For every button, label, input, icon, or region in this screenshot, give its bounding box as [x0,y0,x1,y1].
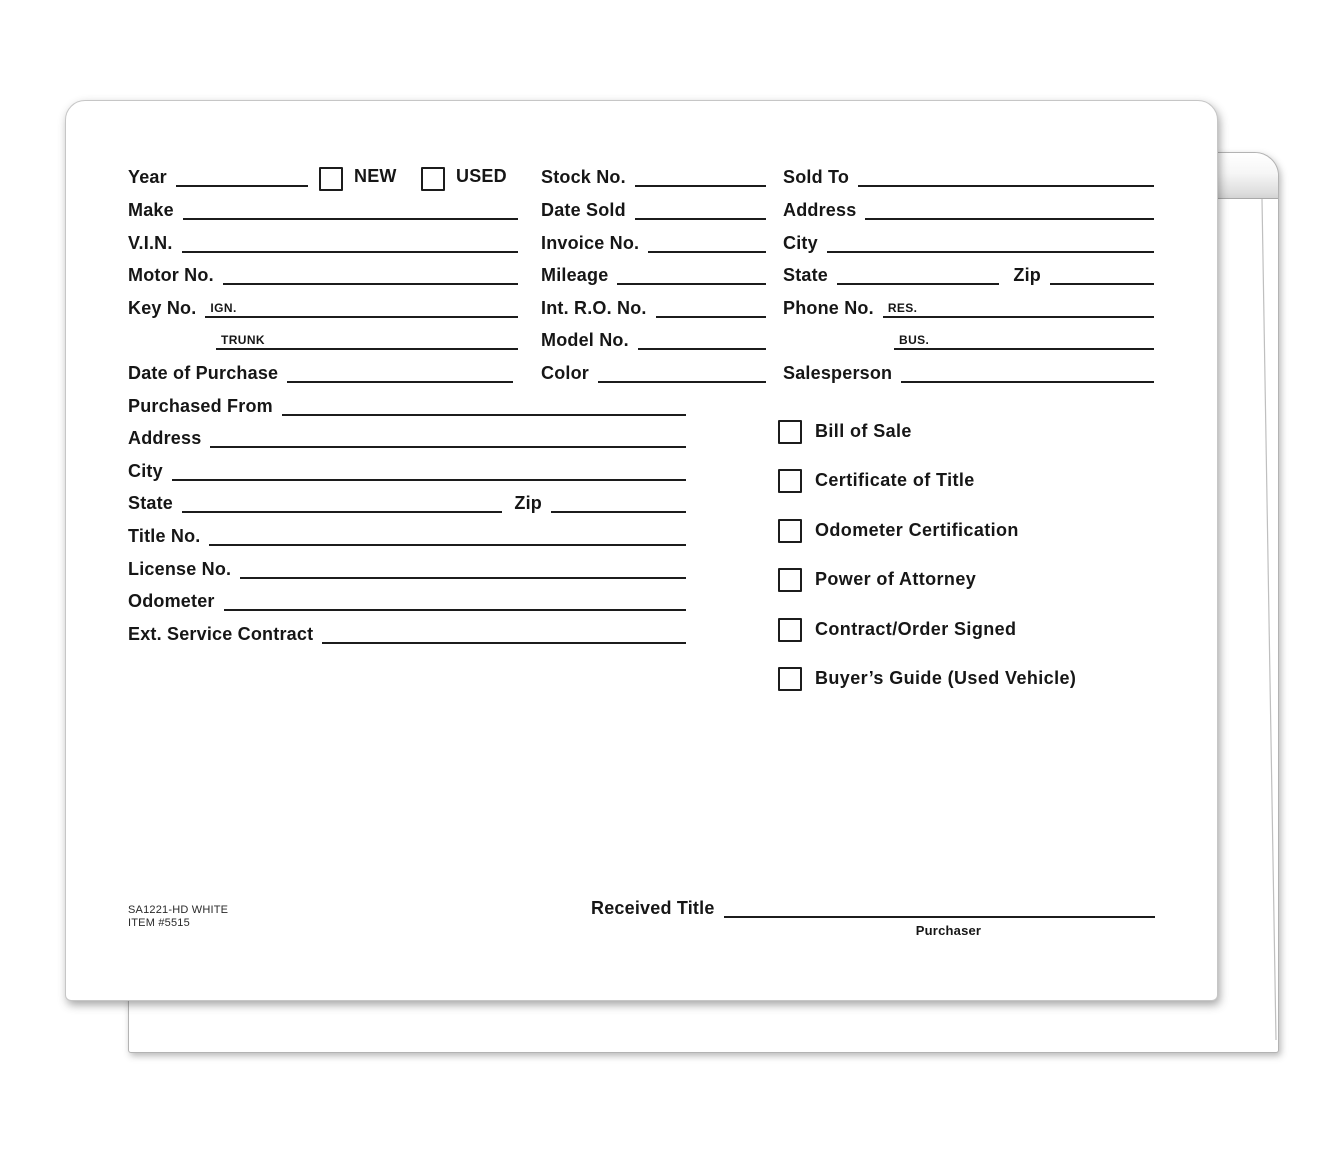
checklist-item-buyers-guide [778,666,1076,691]
checklist-item-certificate-of-title [778,468,975,493]
field-year [128,163,308,187]
address-right-label: Address [783,200,857,220]
model-no-line [638,324,766,350]
purchased-from-line [282,390,686,416]
date-sold-label: Date Sold [541,200,626,220]
city-left-label: City [128,461,163,481]
field-int-ro-no [541,294,766,318]
field-license-no [128,555,686,579]
address-right-line [865,194,1154,220]
checklist-item-contract-order-signed [778,617,1016,642]
field-city-right [783,229,1154,253]
field-mileage [541,261,766,285]
phone-bus-line [894,324,1154,350]
vin-label: V.I.N. [128,233,173,253]
zip-right-line [1050,259,1154,285]
date-of-purchase-label: Date of Purchase [128,363,279,383]
field-state-zip-right [783,261,1154,285]
invoice-no-line [648,227,766,253]
product-code-line1: SA1221-HD WHITE [128,904,229,916]
field-stock-no [541,163,766,187]
field-salesperson [783,359,1154,383]
make-line [183,194,518,220]
color-label: Color [541,363,589,383]
power-of-attorney-checkbox [778,568,802,592]
new-label: NEW [354,166,397,186]
odometer-label: Odometer [128,591,215,611]
field-ext-service-contract [128,620,686,644]
field-state-zip-left [128,489,686,513]
checklist-item-power-of-attorney [778,567,976,592]
ext-service-contract-line [322,618,686,644]
bill-of-sale-checkbox [778,420,802,444]
field-received-title [591,894,1155,918]
odometer-certification-checkbox [778,519,802,543]
purchaser-label: Purchaser [915,923,982,938]
title-no-line [209,520,686,546]
address-left-line [210,422,686,448]
ign-label: IGN. [210,301,237,315]
field-key-no-ign [128,294,518,318]
salesperson-line [901,357,1154,383]
bill-of-sale-label: Bill of Sale [815,421,912,441]
checklist-item-odometer-certification [778,518,1019,543]
buyers-guide-label: Buyer’s Guide (Used Vehicle) [815,668,1077,688]
field-phone-bus [894,326,1154,350]
phone-res-line [883,292,1154,318]
field-purchased-from [128,392,686,416]
key-no-label: Key No. [128,298,197,318]
state-left-line [182,487,502,513]
color-line [598,357,766,383]
field-invoice-no [541,229,766,253]
motor-no-line [223,259,518,285]
field-date-sold [541,196,766,220]
zip-left-label: Zip [514,493,542,513]
contract-order-signed-label: Contract/Order Signed [815,619,1017,639]
field-make [128,196,518,220]
int-ro-no-line [656,292,766,318]
product-code-line2: ITEM #5515 [128,917,190,929]
field-sold-to [783,163,1154,187]
mileage-label: Mileage [541,265,609,285]
year-label: Year [128,167,167,187]
vin-line [182,227,518,253]
stock-no-label: Stock No. [541,167,626,187]
field-city-left [128,457,686,481]
state-right-label: State [783,265,829,285]
salesperson-label: Salesperson [783,363,893,383]
checklist-item-bill-of-sale [778,419,912,444]
key-no-ign-line [205,292,518,318]
field-vin [128,229,518,253]
field-key-no-trunk [216,326,518,350]
license-no-label: License No. [128,559,232,579]
certificate-of-title-label: Certificate of Title [815,470,975,490]
power-of-attorney-label: Power of Attorney [815,569,977,589]
used-checkbox [421,167,445,191]
state-left-label: State [128,493,174,513]
city-left-line [172,455,686,481]
model-no-label: Model No. [541,330,629,350]
received-title-line [724,892,1155,918]
field-address-left [128,424,686,448]
make-label: Make [128,200,174,220]
stock-no-line [635,161,766,187]
field-color [541,359,766,383]
sold-to-label: Sold To [783,167,850,187]
ext-service-contract-label: Ext. Service Contract [128,624,314,644]
product-code [128,904,228,930]
buyers-guide-checkbox [778,667,802,691]
int-ro-no-label: Int. R.O. No. [541,298,647,318]
trunk-label: TRUNK [221,333,265,347]
contract-order-signed-checkbox [778,618,802,642]
purchased-from-label: Purchased From [128,396,273,416]
deal-envelope-form [65,100,1218,1001]
field-title-no [128,522,686,546]
date-sold-line [635,194,766,220]
invoice-no-label: Invoice No. [541,233,640,253]
field-phone-res [783,294,1154,318]
used-label: USED [456,166,507,186]
key-no-trunk-line [216,324,518,350]
city-right-line [827,227,1154,253]
certificate-of-title-checkbox [778,469,802,493]
sold-to-line [858,161,1154,187]
date-of-purchase-line [287,357,513,383]
res-label: RES. [887,301,918,315]
field-date-of-purchase [128,359,513,383]
license-no-line [240,553,686,579]
zip-left-line [551,487,686,513]
received-title-label: Received Title [591,898,715,918]
field-motor-no [128,261,518,285]
city-right-label: City [783,233,818,253]
address-left-label: Address [128,428,202,448]
zip-right-label: Zip [1013,265,1041,285]
mileage-line [617,259,766,285]
field-odometer [128,587,686,611]
odometer-line [224,585,686,611]
field-address-right [783,196,1154,220]
new-checkbox [319,167,343,191]
phone-no-label: Phone No. [783,298,874,318]
year-line [176,161,308,187]
odometer-certification-label: Odometer Certification [815,520,1019,540]
field-model-no [541,326,766,350]
motor-no-label: Motor No. [128,265,214,285]
bus-label: BUS. [899,333,930,347]
state-right-line [837,259,999,285]
title-no-label: Title No. [128,526,201,546]
